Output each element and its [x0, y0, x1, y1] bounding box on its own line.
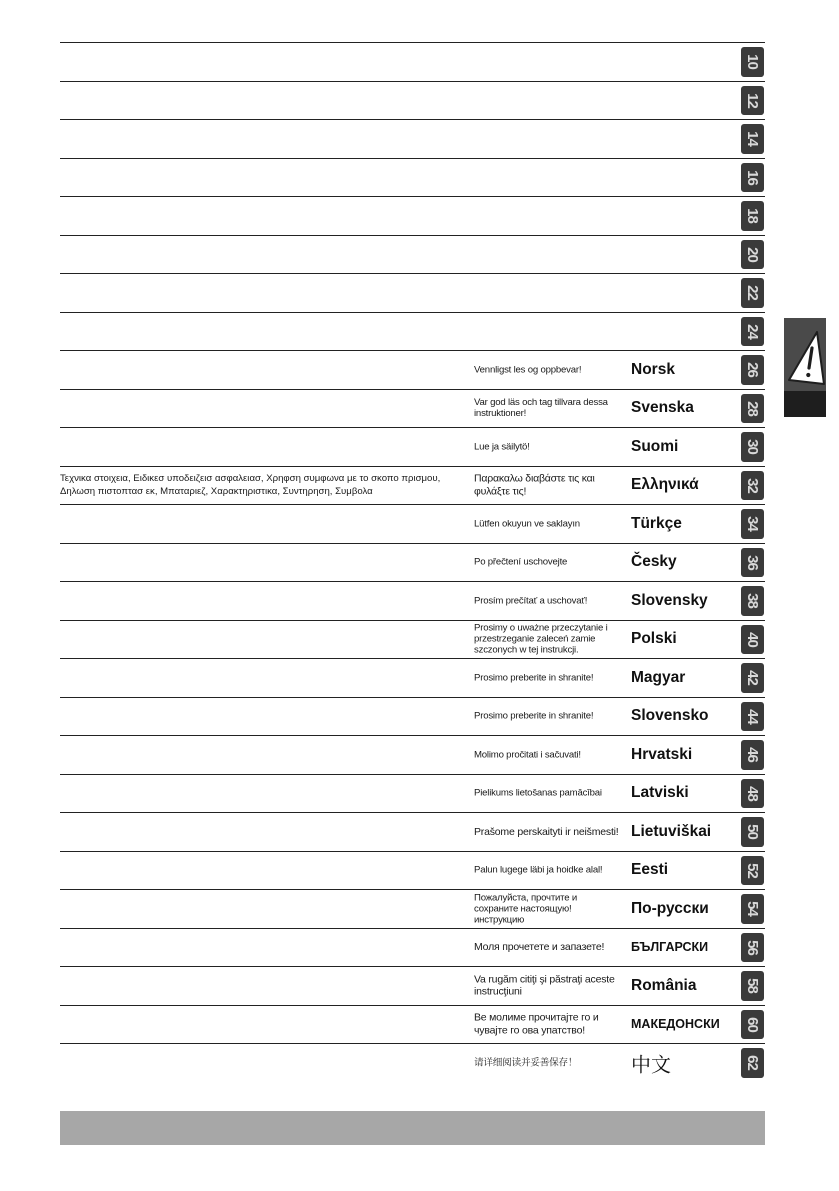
toc-row — [60, 389, 765, 428]
page-number-tab — [741, 779, 764, 809]
page-number-tab — [741, 394, 764, 424]
page-number-tab — [741, 278, 764, 308]
toc-read-note: Пожалуйста, прочтите и сохраните настоящую! инструкцию — [474, 892, 578, 926]
toc-language-label: Latviski — [631, 784, 689, 802]
toc-read-note: Va rugăm citiţi şi păstraţi aceste instrucţiuni — [474, 973, 615, 998]
toc-row — [60, 42, 765, 81]
page-number-tab — [741, 509, 764, 539]
toc-row — [60, 1043, 765, 1082]
toc-language-label: Česky — [631, 553, 677, 571]
toc-language-label: Norsk — [631, 360, 675, 378]
page-number: 24 — [744, 323, 761, 339]
page-number-tab — [741, 894, 764, 924]
toc-row — [60, 735, 765, 774]
page-number: 36 — [744, 554, 761, 570]
toc-row — [60, 158, 765, 197]
toc-read-note: Prašome perskaityti ir neišmesti! — [474, 825, 619, 838]
toc-read-note: Palun lugege läbi ja hoidke alal! — [474, 864, 603, 876]
warning-tab — [784, 318, 826, 417]
toc-row — [60, 312, 765, 351]
toc-row — [60, 851, 765, 890]
page-number: 48 — [744, 785, 761, 801]
page-number: 28 — [744, 400, 761, 416]
toc-read-note: Var god läs och tag tillvara dessa instruktioner! — [474, 397, 608, 420]
toc-language-label: Ελληνικά — [631, 476, 699, 494]
page-number-tab — [741, 86, 764, 116]
toc-row — [60, 1005, 765, 1044]
page-number-tab — [741, 971, 764, 1001]
toc-read-note: Prosím prečítať a uschovať! — [474, 595, 588, 607]
toc-row — [60, 235, 765, 274]
toc-language-label: România — [631, 976, 697, 994]
page-number: 60 — [744, 1016, 761, 1032]
toc-row — [60, 928, 765, 967]
toc-read-note: 请详细阅读并妥善保存！ — [474, 1057, 578, 1069]
page-number: 10 — [744, 54, 761, 70]
page-number-tab — [741, 702, 764, 732]
toc-row — [60, 812, 765, 851]
page-number: 56 — [744, 939, 761, 955]
toc-row — [60, 774, 765, 813]
toc-read-note: Molimo pročitati i sačuvati! — [474, 749, 581, 761]
toc-row — [60, 504, 765, 543]
toc-language-label: По-русски — [631, 899, 709, 917]
page-number: 18 — [744, 208, 761, 224]
warning-triangle-icon — [784, 326, 826, 388]
page-number-tab — [741, 355, 764, 385]
page-number: 12 — [744, 92, 761, 108]
page-number-tab — [741, 47, 764, 77]
toc-row — [60, 81, 765, 120]
toc-read-note: Vennligst les og oppbevar! — [474, 364, 582, 376]
toc-language-label: Eesti — [631, 861, 669, 879]
toc-read-note: Pielikums lietošanas pamācībai — [474, 787, 602, 799]
page-number: 50 — [744, 824, 761, 840]
page-number: 32 — [744, 477, 761, 493]
toc-row — [60, 658, 765, 697]
page-number-tab — [741, 432, 764, 462]
toc-row — [60, 543, 765, 582]
toc-language-label: Magyar — [631, 668, 686, 686]
page-number: 62 — [744, 1055, 761, 1071]
toc-language-label: Slovensky — [631, 591, 708, 609]
page-number-tab — [741, 625, 764, 655]
toc-language-label: Slovensko — [631, 707, 709, 725]
toc-row — [60, 966, 765, 1005]
page-number: 20 — [744, 246, 761, 262]
toc-read-note: Po přečtení uschovejte — [474, 556, 568, 568]
toc-read-note: Prosimy o uważne przeczytanie i przestrzeganie zaleceń zamie szczonych w tej instrukcji. — [474, 622, 608, 656]
page-number: 26 — [744, 362, 761, 378]
toc-language-label: Hrvatski — [631, 745, 693, 763]
toc-language-label: Türkçe — [631, 514, 682, 532]
page-number-tab — [741, 548, 764, 578]
page-number: 22 — [744, 285, 761, 301]
toc-contents-text: Τεχνικα στοιχεια, Ειδικεσ υποδειζεισ ασφαλειασ, Χρηφση συμφωνα με το σκοπο πρισμου, Δηλωση πιστοπτασ εκ, Μπαταριεζ, Χαρακτηριστικα, Συντηρηση, Συμβολα — [60, 473, 441, 498]
toc-row — [60, 466, 765, 505]
page-number-tab — [741, 663, 764, 693]
page-number-tab — [741, 740, 764, 770]
toc-read-note: Ве молиме прочитајте го и чувајте го ова упатство! — [474, 1011, 599, 1037]
page-number-tab — [741, 240, 764, 270]
toc-language-label: БЪЛГАРСКИ — [631, 940, 709, 955]
page-number-tab — [741, 586, 764, 616]
toc-read-note: Lue ja säilytö! — [474, 441, 530, 453]
table-of-contents — [60, 42, 765, 1082]
page-number: 42 — [744, 670, 761, 686]
page-number: 16 — [744, 169, 761, 185]
page-number: 40 — [744, 631, 761, 647]
page-number: 46 — [744, 747, 761, 763]
toc-language-label: Polski — [631, 630, 677, 648]
toc-read-note: Prosimo preberite in shranite! — [474, 672, 594, 684]
toc-row — [60, 889, 765, 928]
page-number-tab — [741, 317, 764, 347]
toc-read-note: Prosimo preberite in shranite! — [474, 710, 594, 722]
toc-read-note: Παρακαλω διαβάστε τις και φυλάξτε τις! — [474, 472, 595, 498]
toc-row — [60, 620, 765, 659]
toc-row — [60, 427, 765, 466]
toc-row — [60, 119, 765, 158]
toc-language-label: МАКЕДОНСКИ — [631, 1017, 720, 1032]
page-number-tab — [741, 1010, 764, 1040]
toc-row — [60, 273, 765, 312]
page-number-tab — [741, 1048, 764, 1078]
toc-language-label: Lietuviškai — [631, 822, 712, 840]
page-number-tab — [741, 124, 764, 154]
page-number-tab — [741, 163, 764, 193]
page-number-tab — [741, 856, 764, 886]
toc-row — [60, 697, 765, 736]
toc-row — [60, 350, 765, 389]
page-number: 14 — [744, 131, 761, 147]
page-number-tab — [741, 817, 764, 847]
page-number: 58 — [744, 978, 761, 994]
page-number: 54 — [744, 901, 761, 917]
toc-row — [60, 581, 765, 620]
toc-language-label: Svenska — [631, 399, 694, 417]
page-number: 34 — [744, 516, 761, 532]
page-number: 52 — [744, 862, 761, 878]
page-number-tab — [741, 471, 764, 501]
toc-row — [60, 196, 765, 235]
page-number-tab — [741, 201, 764, 231]
footer-bar — [60, 1111, 765, 1145]
page-number: 38 — [744, 593, 761, 609]
page-number: 44 — [744, 708, 761, 724]
toc-read-note: Моля прочетете и запазете! — [474, 941, 605, 953]
page-number: 30 — [744, 439, 761, 455]
toc-language-label: 中文 — [631, 1052, 671, 1077]
toc-language-label: Suomi — [631, 437, 679, 455]
page-number-tab — [741, 933, 764, 963]
toc-read-note: Lütfen okuyun ve saklayın — [474, 518, 580, 530]
